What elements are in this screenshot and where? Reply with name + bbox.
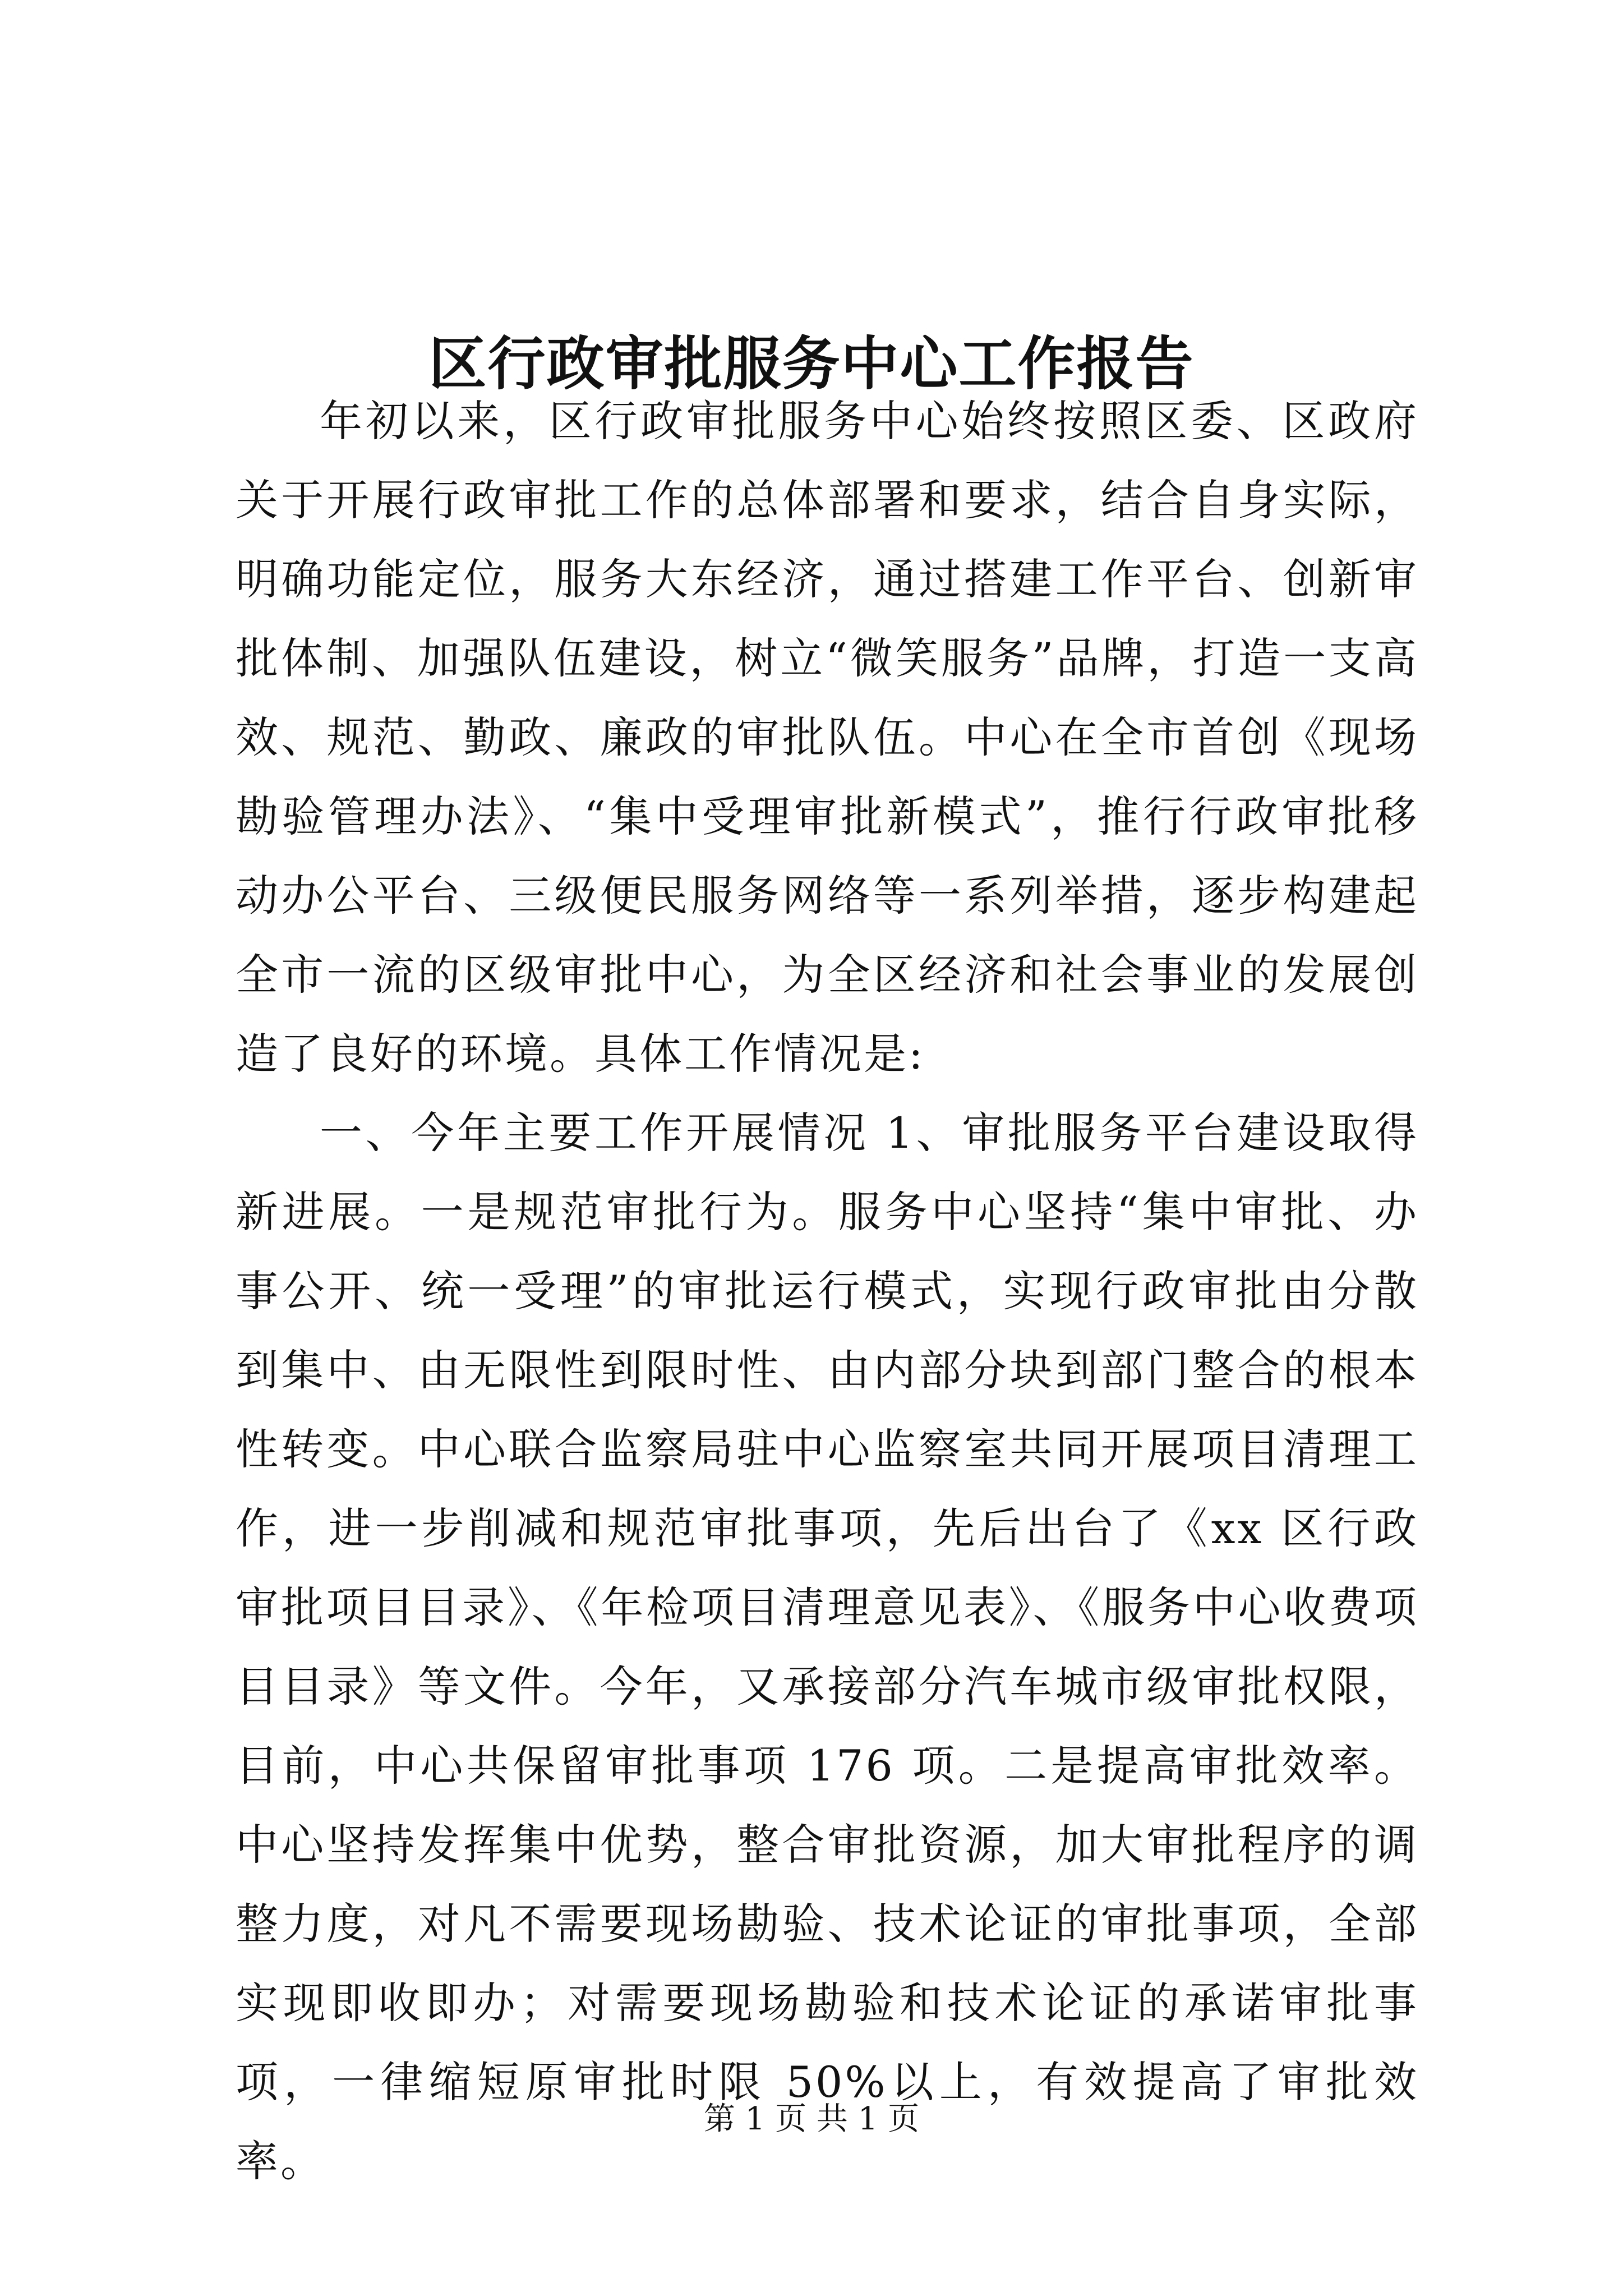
page-footer: 第 1 页 共 1 页 — [703, 2101, 920, 2137]
document-title: 区行政审批服务中心工作报告 — [428, 330, 1195, 398]
paragraph-section-one: 一、今年主要工作开展情况 1、审批服务平台建设取得新进展。一是规范审批行为。服务中心坚持“集中审批、办事公开、统一受理”的审批运行模式，实现行政审批由分散到集中、由无限性到限时性、由内部分块到部门整合的根本性转变。中心联合监察局驻中心监察室共同开展项目清理工作，进一步削减和规范审批事项，先后出台了《xx 区行政审批项目目录》、《年检项目清理意见表》、《服务中心收费项目目录》等文件。今年，又承接部分汽车城市级审批权限，目前，中心共保留审批事项 176 项。二是提高审批效率。中心坚持发挥集中优势，整合审批资源，加大审批程序的调整力度，对凡不需要现场勘验、技术论证的审批事项，全部实现即收即办；对需要现场勘验和技术论证的承诺审批事项，一律缩短原审批时限 50%以上，有效提高了审批效率。 — [236, 1108, 1419, 2186]
document-body — [236, 381, 1419, 2201]
paragraph-intro: 年初以来，区行政审批服务中心始终按照区委、区政府关于开展行政审批工作的总体部署和要求，结合自身实际，明确功能定位，服务大东经济，通过搭建工作平台、创新审批体制、加强队伍建设，树立“微笑服务”品牌，打造一支高效、规范、勤政、廉政的审批队伍。中心在全市首创《现场勘验管理办法》、“集中受理审批新模式”，推行行政审批移动办公平台、三级便民服务网络等一系列举措，逐步构建起全市一流的区级审批中心，为全区经济和社会事业的发展创造了良好的环境。具体工作情况是: — [236, 396, 1419, 1079]
